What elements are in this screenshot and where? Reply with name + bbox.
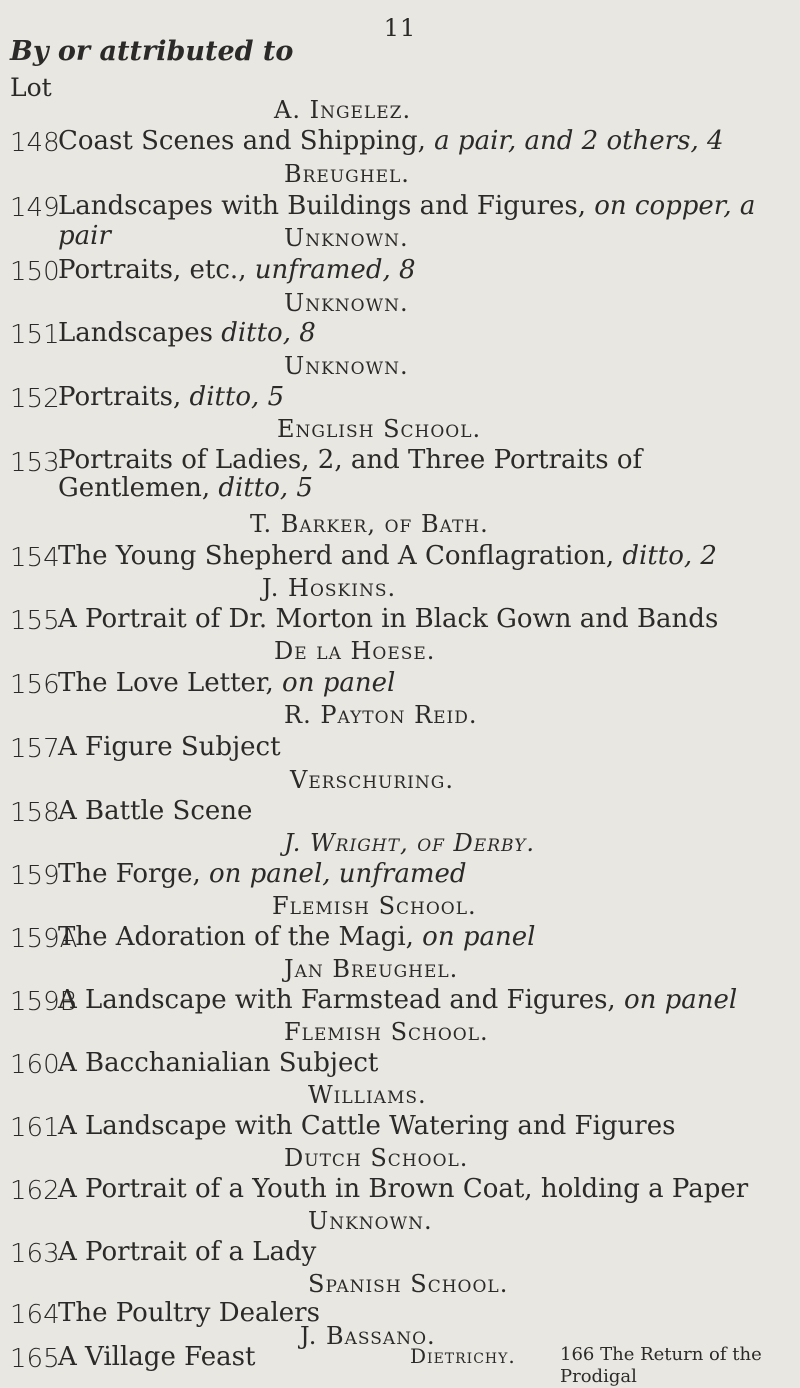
artist-attribution: J. Hoskins. [262,574,397,602]
lot-number: 148 [10,128,60,158]
artist-attribution: Verschuring. [290,766,454,794]
lot-title: A Bacchanialian Subject [58,1048,379,1078]
artist-attribution: J. Wright, of Derby. [284,829,536,857]
artist-attribution: Unknown. [308,1207,433,1235]
lot-title: Portraits, etc., unframed, 8 [58,255,416,285]
lot-title: A Village Feast [58,1342,256,1372]
lot-title: A Portrait of a Lady [58,1237,317,1267]
lot-title: A Portrait of a Youth in Brown Coat, holding a Paper [58,1174,749,1204]
lot-title: The Forge, on panel, unframed [58,859,467,889]
artist-attribution: Unknown. [284,352,409,380]
lot-number: 165 [10,1344,60,1374]
lot-number: 161 [10,1113,60,1143]
lot-title: Coast Scenes and Shipping, a pair, and 2 others, 4 [58,126,724,156]
artist-attribution: Unknown. [284,224,409,252]
artist-attribution: J. Bassano. [300,1322,436,1350]
lot-title: The Poultry Dealers [58,1298,320,1328]
artist-attribution: Breughel. [284,160,410,188]
lot-title: 166 The Return of the Prodigal [560,1344,762,1387]
attribution-heading: By or attributed to [10,36,294,67]
lot-number: 149 [10,193,60,223]
artist-attribution: A. Ingelez. [274,96,412,124]
lot-title: The Love Letter, on panel [58,668,396,698]
artist-attribution: De la Hoese. [274,637,436,665]
lot-number: 154 [10,543,60,573]
lot-number: 159A [10,924,78,954]
lot-number: 152 [10,384,60,414]
lot-title: A Landscape with Farmstead and Figures, on panel [58,985,738,1015]
lot-title: A Figure Subject [58,732,281,762]
lot-number: 156 [10,670,60,700]
lot-number: 162 [10,1176,60,1206]
artist-attribution: T. Barker, of Bath. [250,510,489,538]
lot-number: 159 [10,861,60,891]
lot-title: Landscapes with Buildings and Figures, on copper, a pair [58,191,756,251]
artist-attribution: Jan Breughel. [284,955,459,983]
lot-title: Portraits, ditto, 5 [58,382,285,412]
lot-number: 150 [10,257,60,287]
lot-title: The Adoration of the Magi, on panel [58,922,536,952]
lot-number: 157 [10,734,60,764]
artist-attribution: Williams. [308,1081,427,1109]
artist-attribution: Dietrichy. [410,1344,516,1368]
artist-attribution: Flemish School. [284,1018,489,1046]
page-number: 11 [383,14,417,42]
lot-number: 163 [10,1239,60,1269]
lot-title: Landscapes ditto, 8 [58,318,316,348]
lot-number: 151 [10,320,60,350]
lot-title: Portraits of Ladies, 2, and Three Portraits of Gentlemen, ditto, 5 [58,445,643,503]
artist-attribution: R. Payton Reid. [284,701,478,729]
lot-number: 155 [10,606,60,636]
lot-number: 160 [10,1050,60,1080]
artist-attribution: English School. [277,415,482,443]
lot-number: 164 [10,1300,60,1330]
artist-attribution: Flemish School. [272,892,477,920]
lot-title: A Battle Scene [58,796,253,826]
lot-title: A Landscape with Cattle Watering and Figures [58,1111,676,1141]
lot-number: 159B [10,987,77,1017]
lot-number: 158 [10,798,60,828]
lot-title: The Young Shepherd and A Conflagration, ditto, 2 [58,541,717,571]
artist-attribution: Unknown. [284,289,409,317]
lot-title: A Portrait of Dr. Morton in Black Gown and Bands [58,604,719,634]
lot-column-label: Lot [10,73,52,102]
artist-attribution: Spanish School. [308,1270,509,1298]
artist-attribution: Dutch School. [284,1144,469,1172]
lot-number: 153 [10,448,60,478]
